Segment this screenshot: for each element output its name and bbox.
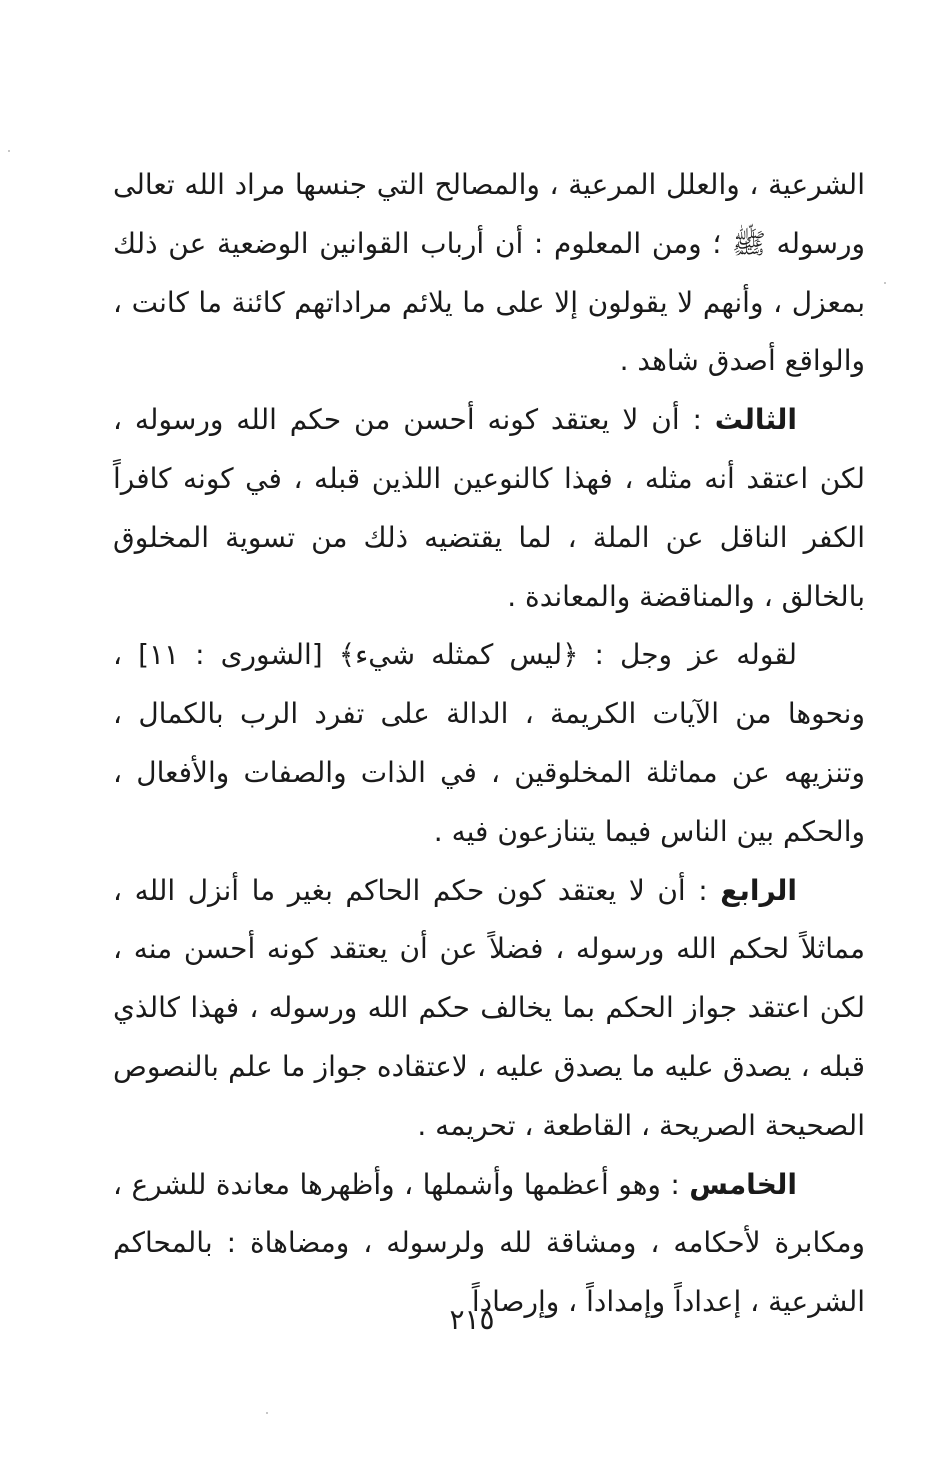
page-number: ٢١٥ xyxy=(449,1303,495,1336)
scan-speck xyxy=(884,282,886,284)
paragraph-continuation xyxy=(113,156,865,391)
paragraph-text: : أن لا يعتقد كون حكم الحاكم بغير ما أنزل الله ، مماثلاً لحكم الله ورسوله ، فضلاً عن أن يعتقد كونه أحسن منه ، لكن اعتقد جواز الحكم بما يخالف حكم الله ورسوله ، فهذا كالذي قبله ، يصدق عليه ما يصدق عليه ، لاعتقاده جواز ما علم بالنصوص الصحيحة الصريحة ، القاطعة ، تحريمه . xyxy=(113,873,865,1142)
paragraph-third xyxy=(113,391,865,626)
paragraph-text: : وهو أعظمها وأشملها ، وأظهرها معاندة للشرع ، ومكابرة لأحكامه ، ومشاقة لله ولرسوله ، ومضاهاة : بالمحاكم الشرعية ، إعداداً وإمداداً ، وإرصاداً xyxy=(113,1167,865,1319)
body-text xyxy=(113,156,865,1332)
scan-speck xyxy=(8,150,10,152)
scan-speck xyxy=(266,1412,268,1414)
section-term-fifth: الخامس xyxy=(689,1167,797,1201)
paragraph-text: لقوله عز وجل : ﴿ليس كمثله شيء﴾ [الشورى : ١١] ، ونحوها من الآيات الكريمة ، الدالة على تفرد الرب بالكمال ، وتنزيهه عن مماثلة المخلوقين ، في الذات والصفات والأفعال ، والحكم بين الناس فيما يتنازعون فيه . xyxy=(113,638,865,848)
paragraph-text: الشرعية ، والعلل المرعية ، والمصالح التي جنسها مراد الله تعالى ورسوله ﷺ ؛ ومن المعلوم : أن أرباب القوانين الوضعية عن ذلك بمعزل ، وأنهم لا يقولون إلا على ما يلائم مراداتهم كائنة ما كانت ، والواقع أصدق شاهد . xyxy=(113,168,865,378)
paragraph-text: : أن لا يعتقد كونه أحسن من حكم الله ورسوله ، لكن اعتقد أنه مثله ، فهذا كالنوعين اللذين قبله ، في كونه كافراً الكفر الناقل عن الملة ، لما يقتضيه ذلك من تسوية المخلوق بالخالق ، والمناقضة والمعاندة . xyxy=(113,403,865,613)
section-term-fourth: الرابع xyxy=(720,873,797,907)
paragraph-fourth xyxy=(113,862,865,1156)
paragraph-quran-citation xyxy=(113,626,865,861)
section-term-third: الثالث xyxy=(714,403,797,437)
